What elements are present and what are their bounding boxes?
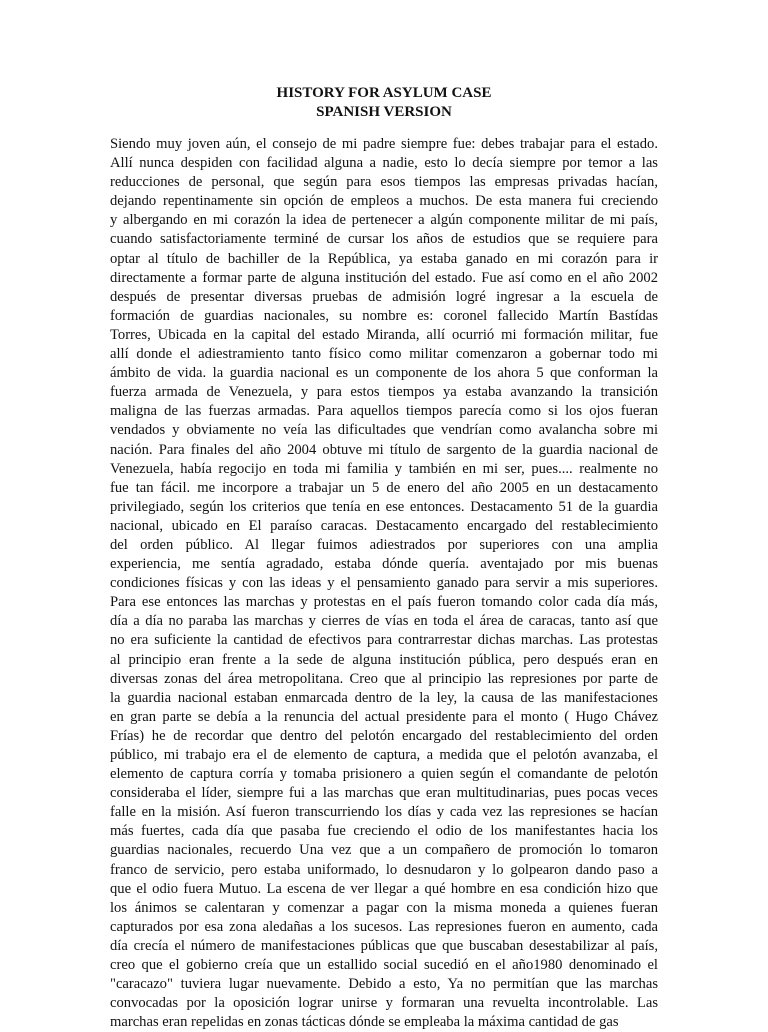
text-line: "caracazo" tuviera lugar nuevamente. Debido a esto, Ya no permitían que las marchas [110,976,658,993]
document-subtitle: SPANISH VERSION [316,104,452,120]
text-line: del orden público. Al llegar fuimos adiestrados por superiores con una amplia [110,536,658,553]
text-line: experiencia, me sentía agradado, estaba dónde quería. aventajado por mis buenas [110,556,658,573]
text-line: formación de guardias nacionales, su nombre es: coronel fallecido Martín Bastídas [110,307,658,324]
text-line: y albergando en mi corazón la idea de pertenecer a algún componente militar de mi país, [110,212,658,229]
text-line: reducciones de personal, que según para esos tiempos las empresas privadas hacían, [110,174,658,191]
text-line: fuerza armada de Venezuela, y para estos tiempos ya estaba avanzando la transición [110,384,658,401]
text-line: allí donde el adiestramiento tanto físico como militar comenzaron a gobernar todo mi [110,346,658,363]
text-line: condiciones físicas y con las ideas y el pensamiento ganado para servir a mis superiores. [110,575,658,592]
text-line: Frías) he de recordar que dentro del pelotón encargado del restablecimiento del orden [110,727,658,744]
text-line: más fuertes, cada día que pasaba fue creciendo el odio de los manifestantes hacia los [110,823,658,840]
text-line: después de presentar diversas pruebas de admisión logré ingresar a la escuela de [110,288,658,305]
text-line: la guardia nacional estaban enmarcada dentro de la ley, la causa de las manifestaciones [110,689,658,706]
text-line: Venezuela, había regocijo en toda mi familia y también en mi ser, pues.... realmente no [110,460,658,477]
text-line: público, mi trabajo era el de elemento de captura, a medida que el pelotón avanzaba, el [110,747,658,763]
text-line: falle en la misión. Así fueron transcurriendo los días y cada vez las represiones se hacían [110,804,658,821]
text-line: elemento de captura corría y tomaba prisionero a quien según el comandante de pelotón [110,766,658,783]
text-line: nación. Para finales del año 2004 obtuve mi título de sargento de la guardia nacional de [110,441,658,458]
text-line: directamente a formar parte de alguna institución del estado. Fue así como en el año 2002 [110,269,658,286]
text-line: en gran parte se debía a la renuncia del actual presidente para el monto ( Hugo Chávez [110,708,658,725]
text-line: no era suficiente la cantidad de efectivos para contrarrestar dichas marchas. Las protestas [110,632,658,649]
text-line: los ánimos se calentaran y comenzar a pagar con la misma moneda a quienes fueran [110,899,658,916]
body-paragraph [110,135,658,1032]
text-line: capturados por esa zona aledañas a los sucesos. Las represiones fueron en aumento, cada [110,918,658,935]
text-line: día crecía el número de manifestaciones públicas que que buscaban desestabilizar al país, [110,937,658,954]
text-line: cuando satisfactoriamente terminé de cursar los años de estudios que se requiere para [110,231,658,248]
text-line: consideraba el líder, siempre fui a las marchas que eran multitudinarias, pues pocas veces [110,785,658,802]
text-line: optar al título de bachiller de la República, ya estaba ganado en mi corazón para ir [110,250,658,267]
text-line: creo que el gobierno creía que un estallido social sucedió en el año1980 denominado el [110,957,658,974]
text-line: Allí nunca despiden con facilidad alguna a nadie, esto lo decía siempre por temor a las [110,155,658,172]
title-block [0,84,768,122]
text-line: marchas eran repelidas en zonas tácticas dónde se empleaba la máxima cantidad de gas [110,1014,619,1031]
document-title: HISTORY FOR ASYLUM CASE [276,85,492,101]
text-line: vendados y obviamente no veía las dificultades que vendrían como avalancha sobre mi [110,422,658,439]
text-line: dejando repentinamente sin opción de empleos a muchos. De esta manera fui creciendo [110,193,658,210]
text-line: nacional, ubicado en El paraíso caracas. Destacamento encargado del restablecimiento [110,517,658,534]
text-line: diversas zonas del área metropolitana. Creo que al principio las represiones por parte de [110,670,658,687]
text-line: guardias nacionales, recuerdo Una vez que a un compañero de promoción lo tomaron [110,842,658,859]
text-line: fue tan fácil. me incorpore a trabajar un 5 de enero del año 2005 en un destacamento [110,479,658,496]
text-line: al principio eran frente a la sede de alguna institución pública, pero después eran en [110,651,658,668]
text-line: Para ese entonces las marchas y protestas en el país fueron tomando color cada día más, [110,594,658,611]
text-line: privilegiado, según los criterios que tenía en ese entonces. Destacamento 51 de la guardia [110,498,658,515]
text-line: Siendo muy joven aún, el consejo de mi padre siempre fue: debes trabajar para el estado. [110,136,658,152]
text-line: maligna de las fuerzas armadas. Para aquellos tiempos parecía como si los ojos fueran [110,403,658,420]
text-line: franco de servicio, pero estaba uniformado, lo desnudaron y lo golpearon dando paso a [110,861,658,878]
text-line: día a día no paraba las marchas y cierres de vías en toda el área de caracas, tanto así que [110,613,658,630]
text-line: convocadas por la oposición lograr unirse y formaran una revuelta incontrolable. Las [110,995,658,1012]
text-line: Torres, Ubicada en la capital del estado Miranda, allí ocurrió mi formación militar, fue [110,326,658,343]
text-line: que el odio fuera Mutuo. La escena de ver llegar a qué hombre en esa condición hizo que [110,880,658,897]
text-line: ámbito de vida. la guardia nacional es un componente de los ahora 5 que conforman la [110,365,658,382]
